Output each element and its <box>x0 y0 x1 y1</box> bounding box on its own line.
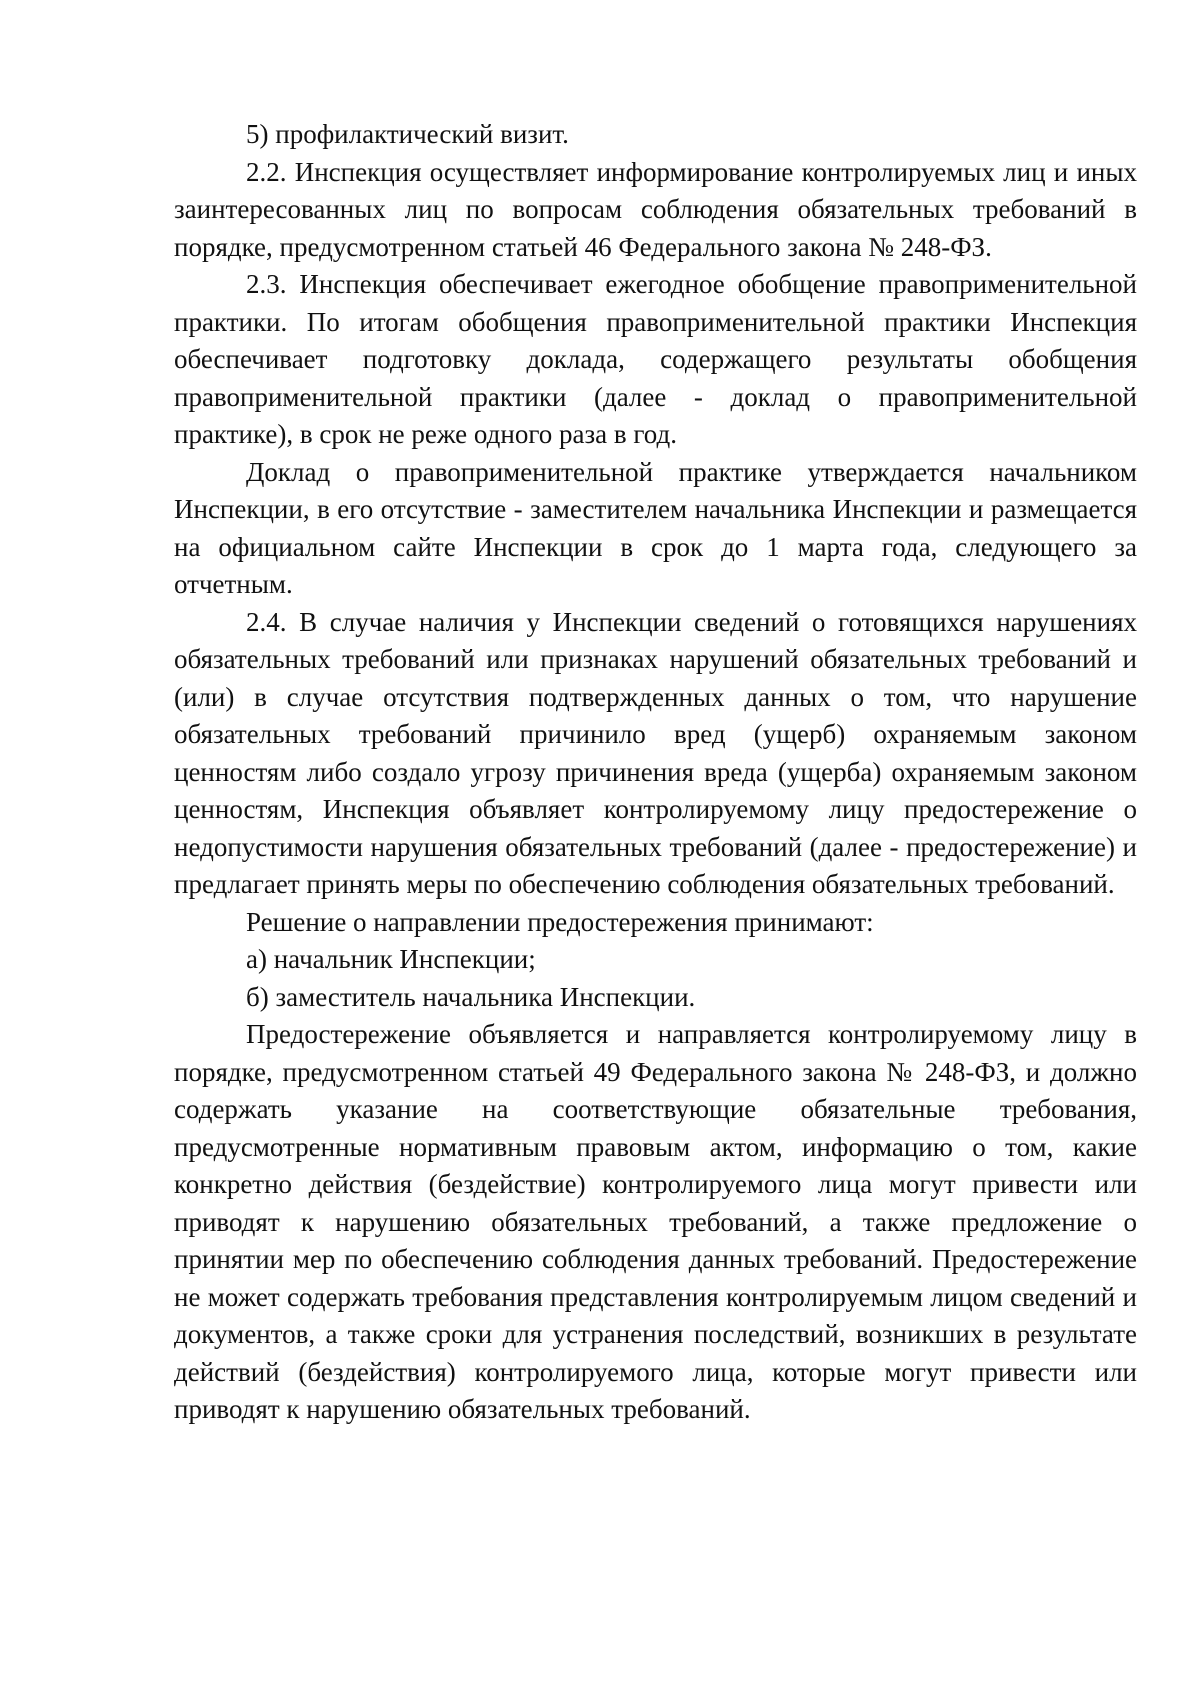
paragraph-warning-content: Предостережение объявляется и направляется контролируемому лицу в порядке, предусмотренном статьей 49 Федерального закона № 248-ФЗ, и должно содержать указание на соответствующие обязательные требования, предусмотренные нормативным правовым актом, информацию о том, какие конкретно действия (бездействие) контролируемого лица могут привести или приводят к нарушению обязательных требований, а также предложение о принятии мер по обеспечению соблюдения данных требований. Предостережение не может содержать требования представления контролируемым лицом сведений и документов, а также сроки для устранения последствий, возникших в результате действий (бездействия) контролируемого лица, которые могут привести или приводят к нарушению обязательных требований. <box>174 1019 1137 1424</box>
paragraph-list-item-a: а) начальник Инспекции; <box>246 944 536 974</box>
paragraph-2-4: 2.4. В случае наличия у Инспекции сведений о готовящихся нарушениях обязательных требований или признаках нарушений обязательных требований и (или) в случае отсутствия подтвержденных данных о том, что нарушение обязательных требований причинило вред (ущерб) охраняемым законом ценностям либо создало угрозу причинения вреда (ущерба) охраняемым законом ценностям, Инспекция объявляет контролируемому лицу предостережение о недопустимости нарушения обязательных требований (далее - предостережение) и предлагает принять меры по обеспечению соблюдения обязательных требований. <box>174 606 1137 899</box>
paragraph-list-item-5: 5) профилактический визит. <box>246 119 569 149</box>
paragraph-2-2: 2.2. Инспекция осуществляет информирование контролируемых лиц и иных заинтересованных лиц по вопросам соблюдения обязательных требований в порядке, предусмотренном статьей 46 Федерального закона № 248-ФЗ. <box>174 156 1137 262</box>
document-body <box>174 116 1137 1429</box>
paragraph-2-3: 2.3. Инспекция обеспечивает ежегодное обобщение правоприменительной практики. По итогам обобщения правоприменительной практики Инспекция обеспечивает подготовку доклада, содержащего результаты обобщения правоприменительной практики (далее - доклад о правоприменительной практике), в срок не реже одного раза в год. <box>174 269 1137 449</box>
paragraph-decision: Решение о направлении предостережения принимают: <box>246 906 874 937</box>
paragraph-report-approval: Доклад о правоприменительной практике утверждается начальником Инспекции, в его отсутствие - заместителем начальника Инспекции и размещается на официальном сайте Инспекции в срок до 1 марта года, следующего за отчетным. <box>174 456 1137 599</box>
paragraph-list-item-b: б) заместитель начальника Инспекции. <box>246 981 696 1012</box>
